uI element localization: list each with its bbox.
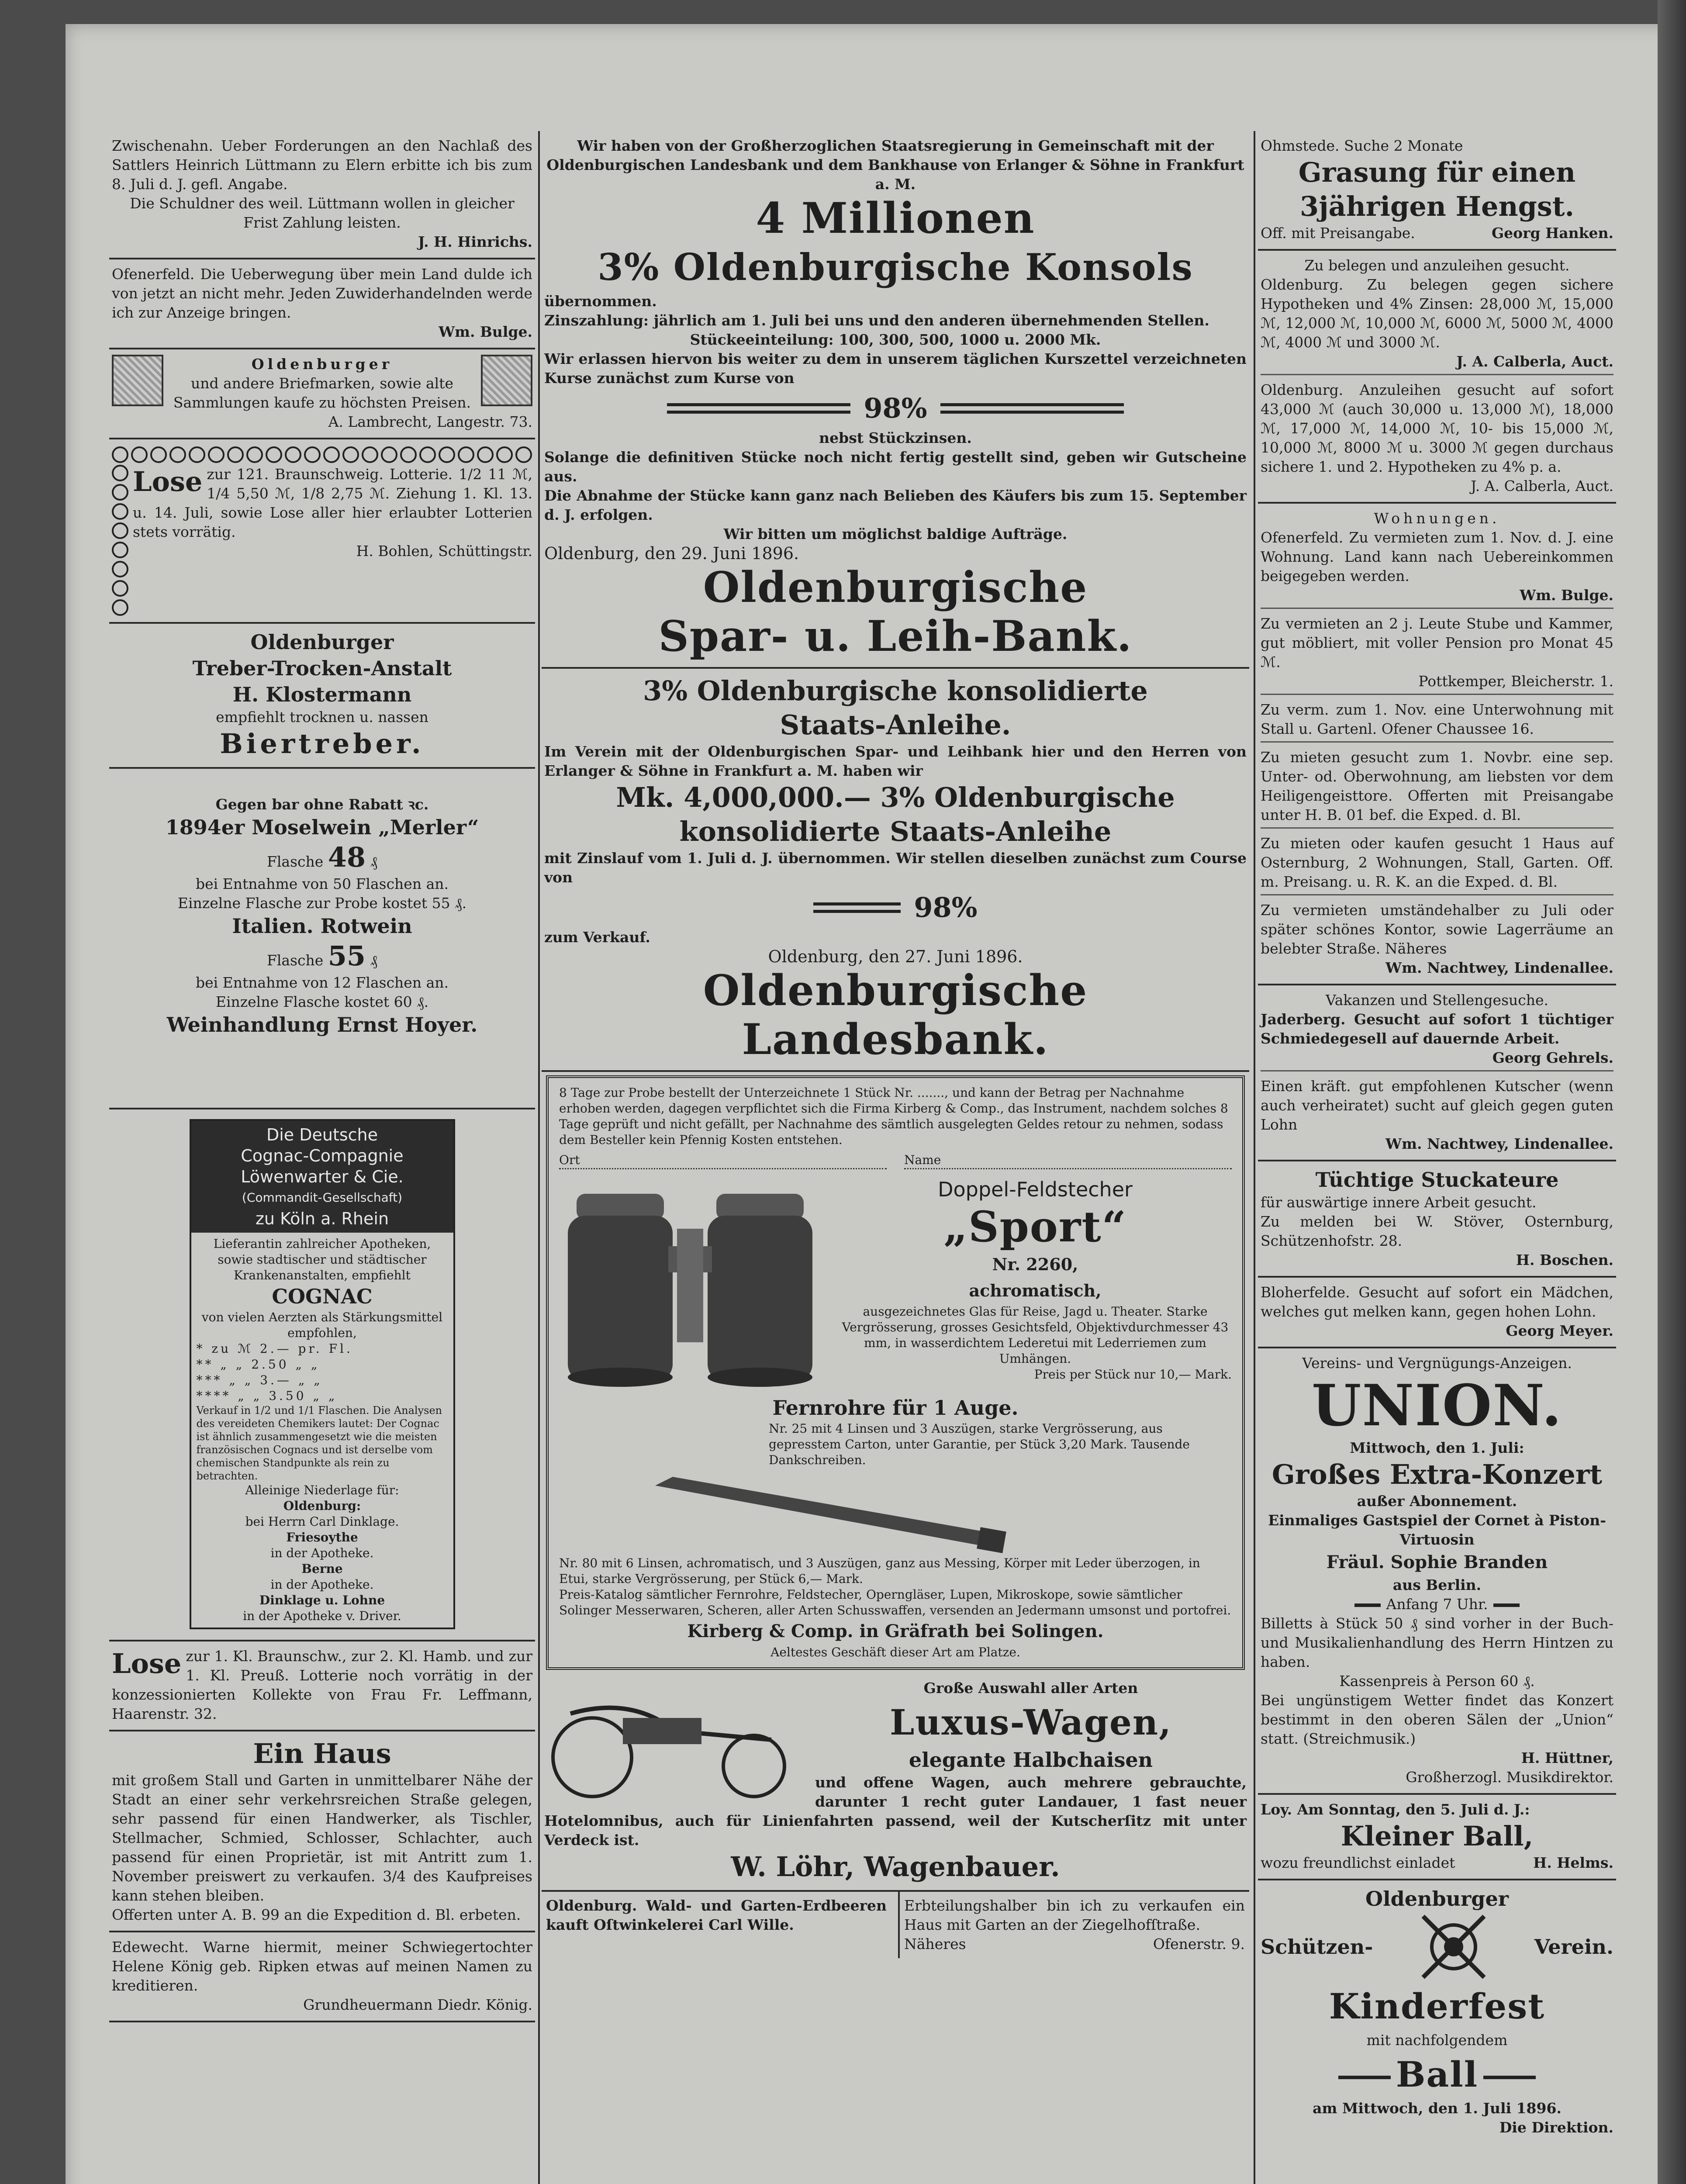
product-desc: Nr. 80 mit 6 Linsen, achromatisch, und 3 Auszügen, ganz aus Messing, Körper mit Leder überzogen, in Etui, starke Vergrösserung, per Stück 6,— Mark.: [559, 1556, 1200, 1586]
ad-heading: 1894er Moselwein „Merler“: [165, 816, 479, 839]
notice-text: Zwischenahn. Ueber Forderungen an den Nachlaß des Sattlers Heinrich Lüttmann zu Elern erbitte ich bis zum 8. Juli d. J. gefl. Angabe.: [112, 137, 532, 193]
section-heading: Wohnungen.: [1374, 510, 1500, 527]
ad-signature: Pottkemper, Bleicherstr. 1.: [1418, 673, 1613, 690]
dot-border: [112, 446, 532, 463]
rate: 98%: [914, 892, 978, 923]
place: Berne: [301, 1562, 343, 1576]
ad-text: Alleinige Niederlage für:: [245, 1483, 399, 1497]
ad-heading: Ball: [1396, 2054, 1479, 2095]
ad-heading: 3% Oldenburgische konsolidierte: [643, 675, 1148, 707]
ad-bloherfelde: [1258, 1278, 1616, 1348]
small-ads-row: [542, 1892, 1249, 1958]
ad-ofenerfeld: [109, 259, 535, 349]
section-heading: Vereins- und Vergnügungs-Anzeigen.: [1302, 1355, 1572, 1372]
place: in der Apotheke v. Driver.: [243, 1609, 401, 1623]
ad-text: Stückeeinteilung: 100, 300, 500, 1000 u. 2000 Mk.: [690, 331, 1101, 348]
column-rule-2: [1254, 131, 1255, 2184]
ad-text: Erbteilungshalber bin ich zu verkaufen ein Haus mit Garten an der Ziegelhofſtraße.: [904, 1897, 1245, 1933]
price-line: **** „ „ 3.50 „ „: [196, 1389, 338, 1403]
left-column: [109, 131, 535, 2022]
venue-name: UNION.: [1311, 1372, 1563, 1439]
ad-text: Loy. Am Sonntag, den 5. Juli d. J.:: [1261, 1801, 1530, 1818]
ad-stuckateure: [1258, 1161, 1616, 1278]
ad-lose-braunschweig: [109, 439, 535, 624]
performer-name: Fräul. Sophie Branden: [1326, 1552, 1548, 1572]
ad-grasung: [1258, 131, 1616, 251]
ad-text: Mittwoch, den 1. Juli:: [1350, 1439, 1524, 1456]
rate-line: [544, 892, 1247, 923]
ad-text: empfiehlt trocknen u. nassen: [216, 708, 428, 726]
center-column: [542, 131, 1249, 1958]
product-title: Fernrohre für 1 Auge.: [772, 1396, 1019, 1420]
ad-text: Große Auswahl aller Arten: [923, 1679, 1138, 1697]
ad-text: Flasche: [266, 952, 324, 969]
ad-heading: Kleiner Ball,: [1341, 1820, 1534, 1852]
section-heading: Vakanzen und Stellengesuche.: [1325, 992, 1549, 1009]
place: Dinklage u. Lohne: [259, 1593, 385, 1607]
ad-signature: W. Löhr, Wagenbauer.: [731, 1851, 1060, 1883]
ad-heading: Mk. 4,000,000.— 3% Oldenburgische konsolidierte Staats-Anleihe: [616, 781, 1175, 847]
price: 48: [328, 841, 366, 873]
ad-text: Offerten unter A. B. 99 an die Expedition d. Bl. erbeten.: [112, 1906, 521, 1923]
product-price: Preis per Stück nur 10,— Mark.: [1034, 1367, 1232, 1382]
ad-text: und andere Briefmarken, sowie alte Sammlungen kaufe zu höchsten Preisen.: [173, 375, 471, 411]
ad-signature: A. Lambrecht, Langestr. 73.: [328, 413, 532, 430]
ad-heading: 4 Millionen: [756, 194, 1035, 243]
ad-signature: H. Bohlen, Schüttingstr.: [356, 543, 532, 560]
ad-text: Wir haben von der Großherzoglichen Staatsregierung in Gemeinschaft mit der Oldenburgischen Landesbank und dem Bankhause von Erlanger & Söhne in Frankfurt a. M.: [546, 137, 1244, 193]
price-line: ** „ „ 2.50 „ „: [196, 1357, 320, 1372]
ad-text: Zu vermieten an 2 j. Leute Stube und Kammer, gut möbliert, mit voller Pension pro Monat 45 ℳ.: [1261, 615, 1613, 670]
ad-text: Einmaliges Gastspiel der Cornet à Piston-Virtuosin: [1268, 1512, 1606, 1548]
ad-heading: Tüchtige Stuckateure: [1315, 1168, 1559, 1192]
ad-wagen: [542, 1673, 1249, 1892]
cognac-header-line: Cognac-Compagnie: [241, 1146, 404, 1165]
ad-heading: Verein.: [1534, 1935, 1613, 1959]
carriage-illustration: [544, 1679, 815, 1801]
ad-heading: Oldenburgische Landesbank.: [703, 966, 1088, 1064]
ad-heading: Treber-Trocken-Anstalt: [192, 657, 452, 680]
schuetzen-row: [1261, 1912, 1613, 1982]
form-label-ort: Ort: [559, 1152, 887, 1169]
ad-heading: elegante Halbchaisen: [909, 1748, 1153, 1772]
form-label-name: Name: [904, 1152, 1232, 1169]
ad-date: Oldenburg, den 29. Juni 1896.: [544, 544, 799, 563]
order-form: [559, 1152, 1232, 1169]
ad-text: Zu mieten oder kaufen gesucht 1 Haus auf Osternburg, 2 Wohnungen, Stall, Garten. Off. m. Preisang. u. R. K. an die Exped. d. Bl.: [1261, 835, 1613, 890]
ad-text: wozu freundlichst einladet: [1261, 1854, 1455, 1871]
ad-heading: Italien. Rotwein: [232, 914, 412, 938]
ad-text: bei Entnahme von 50 Flaschen an.: [195, 875, 449, 892]
ad-text: Einzelne Flasche zur Probe kostet 55 ₰.: [177, 895, 467, 912]
ad-text: bei Entnahme von 12 Flaschen an.: [195, 974, 449, 991]
ad-signature: Wm. Nachtwey, Lindenallee.: [1385, 959, 1613, 976]
section-heading: Zu belegen und anzuleihen gesucht.: [1304, 257, 1570, 274]
ad-text: von vielen Aerzten als Stärkungsmittel empfohlen,: [201, 1310, 443, 1340]
ad-signature: Wm. Bulge.: [1520, 587, 1613, 604]
ad-heading: Oldenburger: [251, 356, 393, 373]
ad-signature: Großherzogl. Musikdirektor.: [1406, 1769, 1613, 1786]
page-binding-edge: [1658, 0, 1686, 2184]
ad-text: Wir erlassen hiervon bis weiter zu dem in unserem täglichen Kurszettel verzeichneten Kurse zunächst zum Kurse von: [544, 350, 1247, 387]
place: in der Apotheke.: [270, 1577, 374, 1592]
ad-lose-leffmann: [109, 1640, 535, 1731]
ad-zwischenahn: [109, 131, 535, 259]
ad-signature: Die Direktion.: [1499, 2119, 1613, 2136]
place: Friesoythe: [286, 1530, 358, 1545]
rate: 98%: [864, 392, 927, 424]
ad-signature: Georg Gehrels.: [1492, 1049, 1613, 1066]
dot-border: [112, 465, 128, 616]
lose-heading: Lose: [112, 1648, 182, 1679]
ad-heading: H. Klostermann: [232, 683, 412, 706]
place: bei Herrn Carl Dinklage.: [245, 1514, 399, 1529]
ad-signature: H. Helms.: [1533, 1854, 1613, 1871]
ad-text: Näheres: [904, 1935, 966, 1952]
cognac-header-line: Die Deutsche: [266, 1125, 378, 1144]
cognac-header: [191, 1121, 453, 1233]
price-line: *** „ „ 3.— „ „: [196, 1373, 323, 1387]
ad-heading: 3jährigen Hengst.: [1299, 190, 1575, 222]
telescope-illustration: [646, 1468, 1040, 1555]
notice-text: Die Schuldner des weil. Lüttmann wollen in gleicher Frist Zahlung leisten.: [130, 195, 515, 231]
ad-text: Kassenpreis à Person 60 ₰.: [1339, 1673, 1535, 1690]
ad-heading: Oldenburger: [1365, 1887, 1509, 1911]
ad-heading: Schützen-: [1261, 1935, 1373, 1959]
ad-text: übernommen.: [544, 293, 657, 310]
ad-geld: [1258, 251, 1616, 504]
ad-text: Oldenburg. Anzuleihen gesucht auf sofort 43,000 ℳ (auch 30,000 u. 13,000 ℳ), 18,000 ℳ, 17,000 ℳ, 14,000 ℳ, 10- bis 15,000 ℳ, 10,000 ℳ, 8000 ℳ u. 3000 ℳ gegen durchaus sichere 1. und 2. Hypotheken zu 4% p. a.: [1261, 381, 1613, 475]
ad-text: Einen kräft. gut empfohlenen Kutscher (wenn auch verheiratet) sucht auf gleich gegen guten Lohn: [1261, 1078, 1613, 1133]
ad-heading: Kinderfest: [1329, 1986, 1545, 2027]
ad-text: 8 Tage zur Probe bestellt der Unterzeichnete 1 Stück Nr. ......., und kann der Betrag per Nachnahme erhoben werden, dagegen verpflichtet sich die Firma Kirberg & Comp., das Instrument, nachdem solches 8 Tage geprüft und nicht gefällt, per Nachnahme des sämtlich ausgelegten Geldes retour zu nehmen, sodass dem Besteller kein Pfennig Kosten entstehen.: [559, 1085, 1228, 1147]
ad-edewecht: [109, 1932, 535, 2022]
company: Kirberg & Comp. in Gräfrath bei Solingen.: [687, 1621, 1104, 1641]
ad-heading: Oldenburgische: [703, 563, 1088, 612]
ad-heading: Luxus-Wagen,: [890, 1702, 1172, 1743]
ad-date: am Mittwoch, den 1. Juli 1896.: [1313, 2100, 1562, 2117]
ad-text: Oldenburg. Zu belegen gegen sichere Hypotheken und 4% Zinsen: 28,000 ℳ, 15,000 ℳ, 12,000 ℳ, 10,000 ℳ, 6000 ℳ, 5000 ℳ, 4000 ℳ, 4000 ℳ und 3000 ℳ.: [1261, 276, 1613, 351]
ad-heading: Ein Haus: [253, 1738, 391, 1769]
ad-text: Einzelne Flasche kostet 60 ₰.: [215, 993, 429, 1010]
ad-text: Zu vermieten umständehalber zu Juli oder später schönes Kontor, sowie Lagerräume an belebter Straße. Näheres: [1261, 902, 1613, 957]
ad-vakanzen: [1258, 985, 1616, 1161]
product-desc: Nr. 25 mit 4 Linsen und 3 Auszügen, starke Vergrösserung, aus gepresstem Carton, unter Garantie, per Stück 3,20 Mark. Tausende Dankschreiben.: [769, 1421, 1190, 1467]
ad-text: Zinszahlung: jährlich am 1. Juli bei uns und den anderen übernehmenden Stellen.: [544, 312, 1209, 329]
ad-text: Off. mit Preisangabe.: [1261, 225, 1415, 242]
ad-text: Solange die definitiven Stücke noch nicht fertig gestellt sind, geben wir Gutscheine aus.: [544, 449, 1247, 485]
ad-heading: 3% Oldenburgische Konsols: [598, 245, 1193, 289]
product-number: Nr. 2260,: [992, 1254, 1078, 1274]
product-desc: Preis-Katalog sämtlicher Fernrohre, Feldstecher, Operngläser, Lupen, Mikroskope, sowie sämtlicher Solinger Messerwaren, Scheren, aller Arten Schusswaffen, versenden an Jedermann umsonst und portofrei.: [559, 1587, 1231, 1617]
ad-heading: Weinhandlung Ernst Hoyer.: [166, 1013, 478, 1037]
ad-cognac: [109, 1109, 535, 1640]
product-desc: ausgezeichnetes Glas für Reise, Jagd u. Theater. Starke Vergrösserung, grosses Gesichtsfeld, Objektivdurchmesser 43 mm, in wasserdichtem Lederetui mit Lederriemen zum Umhängen.: [842, 1304, 1229, 1366]
cognac-header-line: (Commandit-Gesellschaft): [242, 1190, 403, 1205]
ad-text: mit Zinslauf vom 1. Juli d. J. übernommen. Wir stellen dieselben zunächst zum Course von: [544, 850, 1247, 886]
ad-schuetzenverein: [1258, 1880, 1616, 2143]
notice-text: Edewecht. Warne hiermit, meiner Schwiegertochter Helene König geb. Ripken etwas auf meinen Namen zu kreditieren.: [112, 1939, 532, 1994]
ad-erbteilung: [898, 1892, 1249, 1958]
price-unit: ₰: [370, 952, 378, 969]
place: in der Apotheke.: [270, 1546, 374, 1560]
ad-union: [1258, 1348, 1616, 1795]
ad-heading: Spar- u. Leih-Bank.: [658, 612, 1133, 661]
product-feature: achromatisch,: [969, 1281, 1102, 1300]
ad-haus: [109, 1731, 535, 1932]
ad-konsols: [542, 131, 1249, 669]
right-column: [1258, 131, 1616, 2143]
ad-erdbeeren: [542, 1892, 891, 1958]
product-title: Doppel-Feldstecher: [938, 1178, 1133, 1201]
ad-text: Lieferantin zahlreicher Apotheken, sowie stadtischer und städtischer Krankenanstalten, empfiehlt: [213, 1237, 431, 1282]
ad-text: Billetts à Stück 50 ₰ sind vorher in der Buch- und Musikalienhandlung des Herrn Hintzen zu haben.: [1261, 1615, 1613, 1670]
ad-staatsanleihe: [542, 669, 1249, 1072]
price-line: * zu ℳ 2.— pr. Fl.: [196, 1341, 353, 1356]
ad-text: zur 1. Kl. Braunschw., zur 2. Kl. Hamb. und zur 1. Kl. Preuß. Lotterie noch vorrätig in der konzessionierten Kollekte von Frau Fr. Leffmann, Haarenstr. 32.: [112, 1648, 532, 1722]
ad-text: Die Abnahme der Stücke kann ganz nach Belieben des Käufers bis zum 15. September d. J. erfolgen.: [544, 487, 1247, 523]
crossed-rifles-target-icon: [1419, 1912, 1489, 1982]
ad-signature: J. A. Calberla, Auct.: [1471, 477, 1613, 494]
lose-heading: Lose: [133, 466, 203, 498]
notice-signature: J. H. Hinrichs.: [418, 233, 532, 250]
column-rule-1: [538, 131, 540, 2184]
ad-text: Zu melden bei W. Stöver, Osternburg, Schützenhofstr. 28.: [1261, 1213, 1613, 1249]
ad-text: außer Abonnement.: [1357, 1493, 1517, 1510]
stamp-image: [112, 355, 163, 406]
ad-signature: Georg Meyer.: [1506, 1322, 1613, 1339]
ad-text: Ohmstede. Suche 2 Monate: [1261, 137, 1463, 154]
ad-text: aus Berlin.: [1392, 1576, 1482, 1593]
company-tagline: Aeltestes Geschäft dieser Art am Platze.: [770, 1645, 1020, 1659]
stamp-image: [481, 355, 532, 406]
ad-text: Flasche: [266, 853, 324, 870]
ad-date: Oldenburg, den 27. Juni 1896.: [768, 947, 1023, 966]
ad-treber: [109, 624, 535, 769]
ad-signature: H. Hüttner,: [1521, 1749, 1613, 1766]
notice-signature: Grundheuermann Diedr. König.: [303, 1996, 532, 2013]
ad-heading: Oldenburger: [250, 630, 394, 654]
ad-text: für auswärtige innere Arbeit gesucht.: [1261, 1194, 1537, 1211]
cognac-header-line: zu Köln a. Rhein: [255, 1209, 389, 1228]
ad-feldstecher: [546, 1075, 1245, 1670]
ad-text: Verkauf in 1/2 und 1/1 Flaschen. Die Analysen des vereideten Chemikers lautet: Der Cognac ist ähnlich zusammengesetzt wie die meisten französischen Cognacs und ist derselbe vom chemischen Standpunkte als rein zu betrachten.: [196, 1404, 442, 1482]
ad-text: Zu mieten gesucht zum 1. Novbr. eine sep. Unter- od. Oberwohnung, am liebsten vor dem Heiligengeisttore. Offerten mit Preisangabe unter H. B. 01 bef. die Exped. d. Bl.: [1261, 749, 1613, 823]
cognac-heading: COGNAC: [272, 1285, 373, 1308]
ad-text: nebst Stückzinsen.: [819, 429, 972, 446]
ad-signature: H. Boschen.: [1516, 1251, 1613, 1268]
ad-text: Wir bitten um möglichst baldige Aufträge.: [723, 525, 1068, 543]
ad-text: Gegen bar ohne Rabatt ꝛc.: [215, 796, 429, 813]
ad-wohnungen: [1258, 504, 1616, 985]
notice-signature: Wm. Bulge.: [439, 323, 532, 340]
rate-line: [544, 392, 1247, 424]
ad-signature: Georg Hanken.: [1491, 225, 1613, 242]
price-unit: ₰: [370, 853, 378, 870]
ad-loy: [1258, 1795, 1616, 1880]
cognac-header-line: Löwenwarter & Cie.: [241, 1167, 404, 1186]
ad-text: Bloherfelde. Gesucht auf sofort ein Mädchen, welches gut melken kann, gegen hohen Lohn.: [1261, 1284, 1613, 1320]
ad-text: mit nachfolgendem: [1366, 2032, 1508, 2049]
ad-text: Zu verm. zum 1. Nov. eine Unterwohnung mit Stall u. Gartenl. Ofener Chaussee 16.: [1261, 701, 1613, 737]
ad-heading: Staats-Anleihe.: [780, 709, 1011, 741]
place: Oldenburg:: [283, 1499, 361, 1513]
ad-text: zur 121. Braunschweig. Lotterie. 1/2 11 ℳ, 1/4 5,50 ℳ, 1/8 2,75 ℳ. Ziehung 1. Kl. 13. u. 14. Juli, sowie Lose aller hier erlaubter Lotterien stets vorrätig.: [133, 466, 532, 540]
cognac-box: [190, 1119, 455, 1629]
ad-briefmarken: [109, 349, 535, 439]
binoculars-illustration: [559, 1176, 839, 1395]
ad-text: Oldenburg. Wald- und Garten-Erdbeeren kauft Oſtwinkelerei Carl Wille.: [546, 1897, 887, 1933]
ad-signature: J. A. Calberla, Auct.: [1456, 353, 1613, 370]
ad-text: Bei ungünstigem Wetter findet das Konzert bestimmt in den oberen Sälen der „Union“ statt. (Streichmusik.): [1261, 1692, 1613, 1747]
ad-heading: Grasung für einen: [1298, 156, 1576, 188]
ad-text: Jaderberg. Gesucht auf sofort 1 tüchtiger Schmiedegesell auf dauernde Arbeit.: [1261, 1011, 1613, 1047]
ad-text: Anfang 7 Uhr.: [1386, 1596, 1488, 1613]
product-name: „Sport“: [943, 1202, 1127, 1251]
notice-text: Ofenerfeld. Die Ueberwegung über mein Land dulde ich von jetzt an nicht mehr. Jeden Zuwiderhandelnden werde ich zur Anzeige bringen.: [112, 266, 532, 321]
ad-text: Im Verein mit der Oldenburgischen Spar- und Leihbank hier und den Herren von Erlanger & Söhne in Frankfurt a. M. haben wir: [544, 743, 1247, 779]
ad-text: und offene Wagen, auch mehrere gebrauchte, darunter 1 recht guter Landauer, 1 fast neuer Hotelomnibus, auch für Linienfahrten passend, weil der Kutscherſitz mit unter Verdeck ist.: [544, 1774, 1247, 1849]
ad-signature: Wm. Nachtwey, Lindenallee.: [1385, 1135, 1613, 1152]
ad-heading: Biertreber.: [220, 728, 425, 760]
ad-text: zum Verkauf.: [544, 929, 650, 946]
ad-text: Ofenerfeld. Zu vermieten zum 1. Nov. d. J. eine Wohnung. Land kann nach Uebereinkommen beigegeben werden.: [1261, 529, 1613, 584]
ad-address: Ofenerstr. 9.: [1153, 1935, 1245, 1952]
price: 55: [328, 940, 366, 972]
ad-heading: Großes Extra-Konzert: [1271, 1458, 1603, 1490]
ad-weinhandlung: [109, 769, 535, 1109]
ad-text: mit großem Stall und Garten in unmittelbarer Nähe der Stadt an einer sehr verkehrsreichen Straße gelegen, sehr passend für einen Handwerker, als Tischler, Stellmacher, Schmied, Schlosser, Schlachter, auch passend für einen Proprietär, ist mit Antritt zum 1. November preiswert zu verkaufen. 3/4 des Kaufpreises kann stehen bleiben.: [112, 1772, 532, 1904]
